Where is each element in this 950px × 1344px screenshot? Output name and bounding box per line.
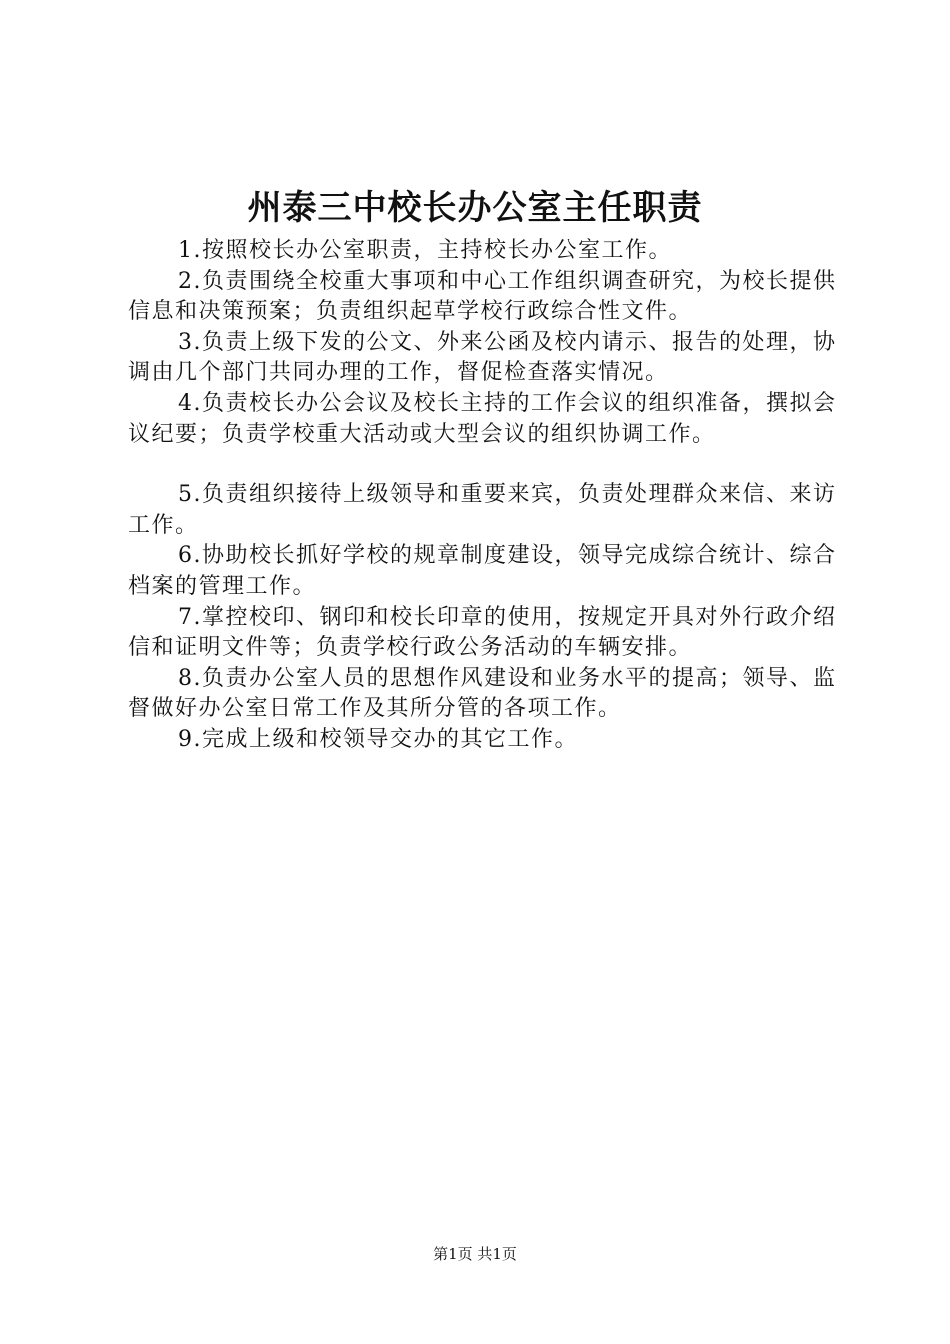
- paragraph-3: 3.负责上级下发的公文、外来公函及校内请示、报告的处理，协调由几个部门共同办理的工作，督促检查落实情况。: [128, 329, 837, 386]
- paragraph-6: 6.协助校长抓好学校的规章制度建设，领导完成综合统计、综合档案的管理工作。: [128, 543, 837, 599]
- paragraph-8: 8.负责办公室人员的思想作风建设和业务水平的提高；领导、监督做好办公室日常工作及其所分管的各项工作。: [128, 665, 837, 722]
- paragraph-2: 2.负责围绕全校重大事项和中心工作组织调查研究，为校长提供信息和决策预案；负责组织起草学校行政综合性文件。: [128, 268, 837, 325]
- document-title: 州泰三中校长办公室主任职责: [247, 188, 703, 228]
- paragraph-7: 7.掌控校印、钢印和校长印章的使用，按规定开具对外行政介绍信和证明文件等；负责学校行政公务活动的车辆安排。: [128, 604, 837, 661]
- paragraph-1: 1.按照校长办公室职责，主持校长办公室工作。: [178, 238, 672, 263]
- paragraph-5: 5.负责组织接待上级领导和重要来宾，负责处理群众来信、来访工作。: [128, 482, 837, 538]
- document-body: [128, 236, 848, 756]
- page-footer: 第1页 共1页: [433, 1245, 517, 1263]
- paragraph-4: 4.负责校长办公会议及校长主持的工作会议的组织准备，撰拟会议纪要；负责学校重大活动或大型会议的组织协调工作。: [128, 390, 837, 447]
- paragraph-9: 9.完成上级和校领导交办的其它工作。: [178, 726, 578, 752]
